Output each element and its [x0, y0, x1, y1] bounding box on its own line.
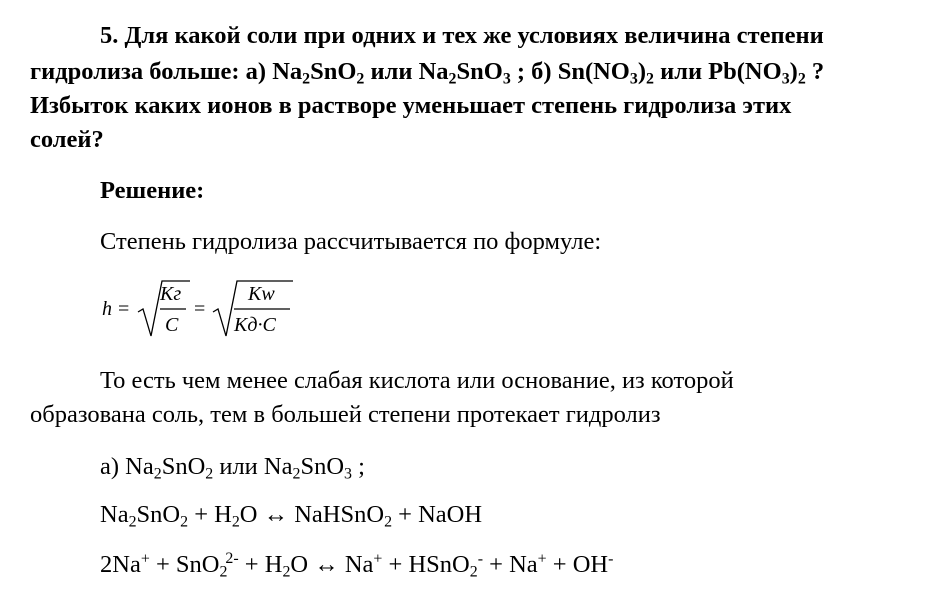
text: ?: [805, 58, 825, 85]
text: + H: [238, 551, 283, 578]
text: ;: [351, 453, 365, 480]
sub: 2: [384, 513, 393, 531]
sub: 3: [781, 70, 790, 88]
problem-text-3: Избыток каких ионов в растворе уменьшает степень гидролиза этих: [30, 92, 792, 119]
sub: 2: [797, 70, 806, 88]
text: ): [637, 58, 646, 85]
paragraph-text-2: образована соль, тем в большей степени протекает гидролиз: [30, 401, 661, 428]
solution-intro: [100, 227, 601, 257]
text: а) Na: [100, 453, 154, 480]
text: + Na: [483, 551, 538, 578]
problem-number: 5.: [100, 22, 119, 49]
sub: 2: [282, 563, 291, 581]
text: SnO: [300, 453, 345, 480]
sub: 2: [469, 563, 478, 581]
sup: +: [373, 550, 383, 568]
solution-heading: [100, 176, 204, 206]
paragraph-text-1: То есть чем менее слабая кислота или основание, из которой: [100, 367, 734, 394]
solution-intro-text: Степень гидролиза рассчитывается по формуле:: [100, 228, 602, 255]
text: + HSnO: [382, 551, 470, 578]
text: SnO: [161, 453, 206, 480]
sub: 2: [356, 70, 365, 88]
sub: 3: [502, 70, 511, 88]
text: SnO: [136, 501, 181, 528]
problem-line-4: [30, 125, 104, 155]
sub: 2: [219, 563, 228, 581]
text: + OH: [546, 551, 609, 578]
text: или Na: [364, 58, 449, 85]
molecular-equation: [100, 500, 482, 530]
formula-numerator-1: Kг: [160, 283, 182, 305]
text: O ↔ Na: [290, 551, 374, 578]
text: + H: [188, 501, 232, 528]
sub: 3: [629, 70, 638, 88]
sup: -: [477, 550, 483, 568]
problem-line-2: [30, 57, 824, 87]
sub: 2: [180, 513, 189, 531]
problem-line-3: [30, 91, 791, 121]
sub: 2: [448, 70, 457, 88]
sub: 2: [153, 465, 162, 483]
hydrolysis-formula: [100, 276, 300, 346]
text: O ↔ NaHSnO: [239, 501, 385, 528]
text: 2Na: [100, 551, 141, 578]
problem-text-1: Для какой соли при одних и тех же условиях величина степени: [118, 22, 824, 49]
formula-denominator-2: Kд·C: [234, 314, 276, 336]
part-a-line: [100, 452, 365, 482]
formula-numerator-2: Kw: [248, 283, 275, 305]
formula-denominator-1: C: [165, 314, 179, 336]
sup: 2-: [225, 550, 239, 568]
formula-equals-2: =: [194, 298, 206, 320]
sup: +: [537, 550, 547, 568]
sub: 2: [302, 70, 311, 88]
text: Na: [100, 501, 129, 528]
problem-text-2a: гидролиза больше: а) Na: [30, 58, 303, 85]
paragraph-line-1: [100, 366, 734, 396]
text: или Na: [213, 453, 293, 480]
sub: 2: [128, 513, 137, 531]
sub: 2: [646, 70, 654, 88]
problem-text-4: солей?: [30, 126, 104, 153]
solution-heading-text: Решение:: [100, 177, 205, 204]
sub: 3: [344, 465, 352, 483]
text: SnO: [456, 58, 503, 85]
problem-line-1: [100, 21, 824, 51]
text: + SnO: [149, 551, 220, 578]
text: ; б) Sn(NO: [510, 58, 630, 85]
formula-equals-1: =: [118, 298, 130, 320]
text: + NaOH: [392, 501, 483, 528]
ionic-equation: [100, 550, 613, 580]
sup: -: [608, 550, 614, 568]
sub: 2: [231, 513, 240, 531]
text: или Pb(NO: [653, 58, 782, 85]
formula-h: h: [102, 298, 112, 320]
sup: +: [140, 550, 150, 568]
paragraph-line-2: [30, 400, 661, 430]
text: ): [789, 58, 798, 85]
sub: 2: [205, 465, 214, 483]
text: SnO: [310, 58, 357, 85]
sub: 2: [292, 465, 301, 483]
